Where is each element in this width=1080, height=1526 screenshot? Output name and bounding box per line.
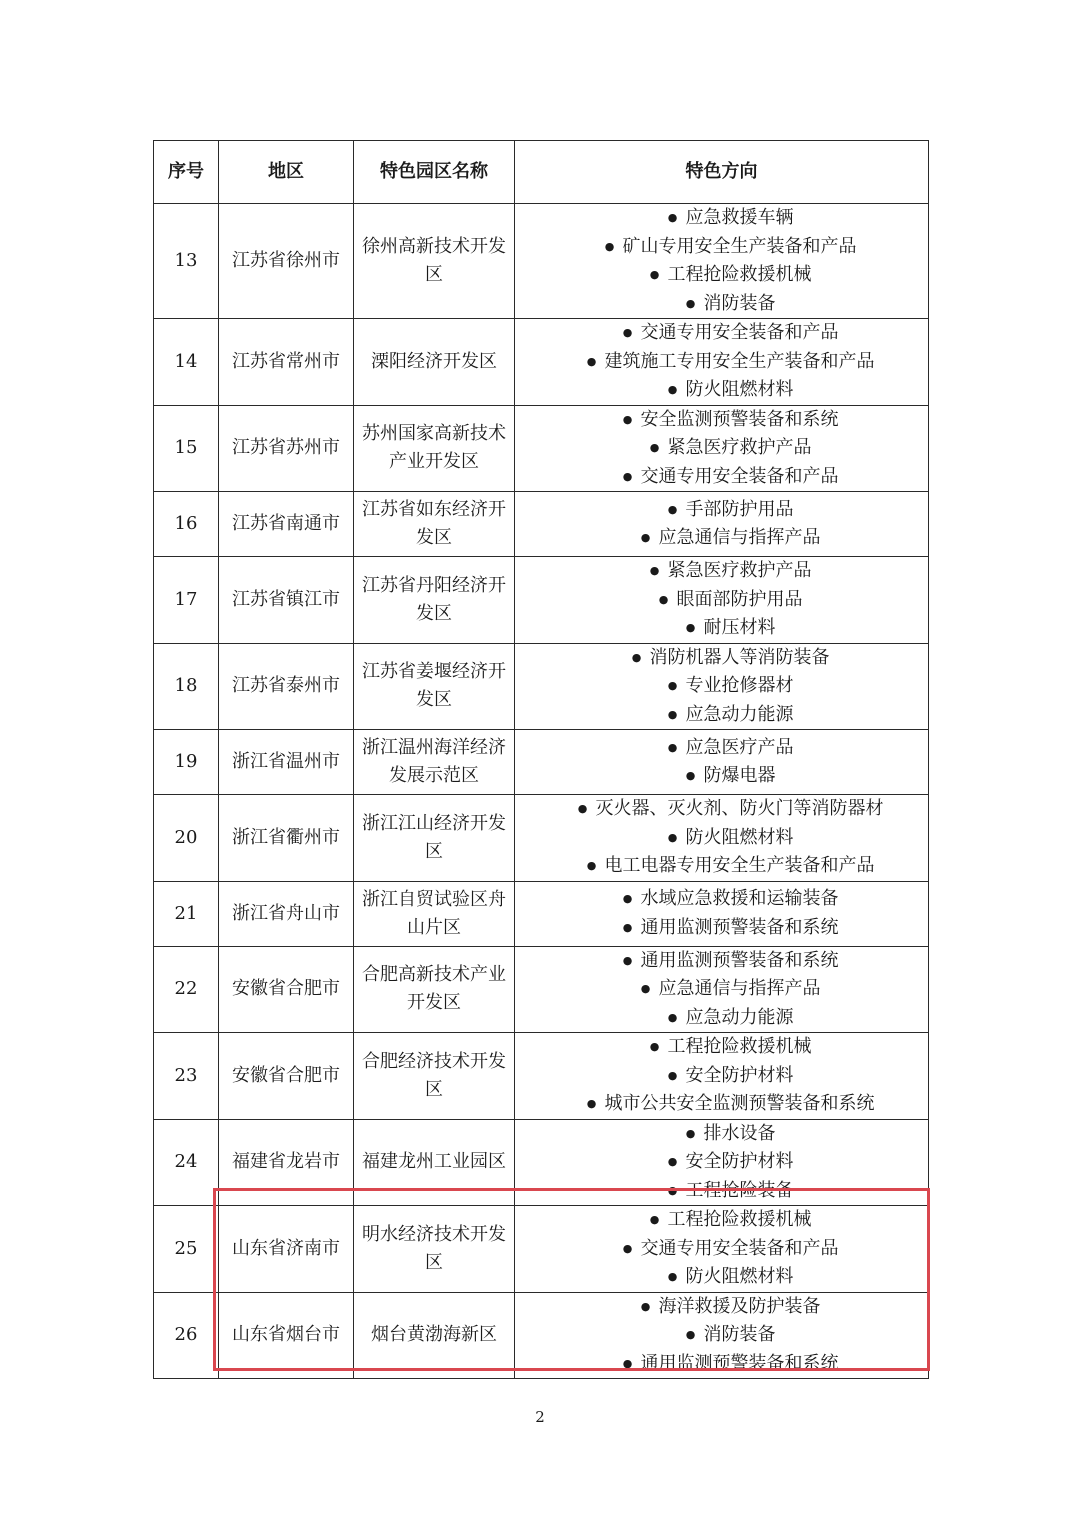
row-region: 安徽省合肥市 xyxy=(219,1033,354,1120)
row-directions xyxy=(515,1033,929,1120)
direction-list xyxy=(515,496,928,553)
header-region: 地区 xyxy=(219,141,354,204)
header-no: 序号 xyxy=(154,141,219,204)
parks-table xyxy=(153,140,929,1379)
direction-list xyxy=(515,557,928,643)
row-number: 18 xyxy=(154,643,219,730)
table-row xyxy=(154,730,929,795)
table-row xyxy=(154,492,929,557)
row-number: 25 xyxy=(154,1206,219,1293)
row-region: 安徽省合肥市 xyxy=(219,946,354,1033)
direction-item: ● 防火阻燃材料 xyxy=(525,1263,928,1292)
row-park-name: 浙江温州海洋经济发展示范区 xyxy=(354,730,515,795)
row-region: 江苏省镇江市 xyxy=(219,557,354,644)
row-park-name: 江苏省如东经济开发区 xyxy=(354,492,515,557)
row-number: 15 xyxy=(154,405,219,492)
direction-item: ● 通用监测预警装备和系统 xyxy=(525,914,928,943)
direction-item: ● 工程抢险救援机械 xyxy=(525,1206,928,1235)
row-number: 21 xyxy=(154,881,219,946)
row-directions xyxy=(515,1292,929,1379)
row-region: 福建省龙岩市 xyxy=(219,1119,354,1206)
direction-item: ● 工程抢险救援机械 xyxy=(525,1033,928,1062)
direction-item: ● 防火阻燃材料 xyxy=(525,824,928,853)
page-number: 2 xyxy=(535,1408,545,1426)
direction-item: ● 交通专用安全装备和产品 xyxy=(525,1235,928,1264)
row-number: 24 xyxy=(154,1119,219,1206)
table-body xyxy=(154,204,929,1379)
direction-list xyxy=(515,1033,928,1119)
direction-item: ● 手部防护用品 xyxy=(525,496,928,525)
table-row xyxy=(154,1119,929,1206)
row-park-name: 浙江江山经济开发区 xyxy=(354,795,515,882)
direction-item: ● 电工电器专用安全生产装备和产品 xyxy=(525,852,928,881)
direction-list xyxy=(515,947,928,1033)
row-number: 17 xyxy=(154,557,219,644)
table-row xyxy=(154,643,929,730)
direction-item: ● 城市公共安全监测预警装备和系统 xyxy=(525,1090,928,1119)
direction-item: ● 安全防护材料 xyxy=(525,1062,928,1091)
row-directions xyxy=(515,643,929,730)
direction-item: ● 眼面部防护用品 xyxy=(525,586,928,615)
direction-item: ● 消防装备 xyxy=(525,290,928,319)
row-directions xyxy=(515,405,929,492)
row-number: 14 xyxy=(154,319,219,406)
direction-item: ● 排水设备 xyxy=(525,1120,928,1149)
row-region: 山东省济南市 xyxy=(219,1206,354,1293)
row-region: 浙江省温州市 xyxy=(219,730,354,795)
direction-item: ● 消防机器人等消防装备 xyxy=(525,644,928,673)
row-region: 江苏省徐州市 xyxy=(219,204,354,319)
table-row xyxy=(154,795,929,882)
direction-item: ● 紧急医疗救护产品 xyxy=(525,557,928,586)
direction-item: ● 工程抢险装备 xyxy=(525,1177,928,1206)
row-directions xyxy=(515,204,929,319)
direction-item: ● 建筑施工专用安全生产装备和产品 xyxy=(525,348,928,377)
direction-item: ● 通用监测预警装备和系统 xyxy=(525,1350,928,1379)
direction-item: ● 工程抢险救援机械 xyxy=(525,261,928,290)
row-directions xyxy=(515,795,929,882)
direction-list xyxy=(515,1206,928,1292)
row-region: 江苏省泰州市 xyxy=(219,643,354,730)
direction-list xyxy=(515,406,928,492)
row-directions xyxy=(515,1119,929,1206)
direction-list xyxy=(515,644,928,730)
row-directions xyxy=(515,557,929,644)
table-row xyxy=(154,1292,929,1379)
header-park: 特色园区名称 xyxy=(354,141,515,204)
direction-item: ● 应急通信与指挥产品 xyxy=(525,524,928,553)
row-number: 19 xyxy=(154,730,219,795)
direction-list xyxy=(515,1120,928,1206)
direction-item: ● 防火阻燃材料 xyxy=(525,376,928,405)
row-number: 13 xyxy=(154,204,219,319)
table-row xyxy=(154,204,929,319)
table-row xyxy=(154,557,929,644)
row-region: 江苏省南通市 xyxy=(219,492,354,557)
direction-item: ● 紧急医疗救护产品 xyxy=(525,434,928,463)
table-row xyxy=(154,405,929,492)
direction-item: ● 应急通信与指挥产品 xyxy=(525,975,928,1004)
row-number: 26 xyxy=(154,1292,219,1379)
table-row xyxy=(154,1033,929,1120)
direction-item: ● 安全防护材料 xyxy=(525,1148,928,1177)
direction-item: ● 消防装备 xyxy=(525,1321,928,1350)
direction-item: ● 安全监测预警装备和系统 xyxy=(525,406,928,435)
direction-item: ● 矿山专用安全生产装备和产品 xyxy=(525,233,928,262)
table-header-row xyxy=(154,141,929,204)
row-number: 16 xyxy=(154,492,219,557)
row-directions xyxy=(515,946,929,1033)
row-number: 20 xyxy=(154,795,219,882)
direction-list xyxy=(515,319,928,405)
row-park-name: 江苏省姜堰经济开发区 xyxy=(354,643,515,730)
direction-item: ● 交通专用安全装备和产品 xyxy=(525,463,928,492)
row-park-name: 合肥高新技术产业开发区 xyxy=(354,946,515,1033)
header-direction: 特色方向 xyxy=(515,141,929,204)
row-directions xyxy=(515,1206,929,1293)
row-region: 浙江省衢州市 xyxy=(219,795,354,882)
row-park-name: 福建龙州工业园区 xyxy=(354,1119,515,1206)
table-row xyxy=(154,319,929,406)
row-park-name: 江苏省丹阳经济开发区 xyxy=(354,557,515,644)
table-row xyxy=(154,1206,929,1293)
direction-item: ● 交通专用安全装备和产品 xyxy=(525,319,928,348)
direction-item: ● 灭火器、灭火剂、防火门等消防器材 xyxy=(525,795,928,824)
direction-item: ● 应急动力能源 xyxy=(525,1004,928,1033)
row-region: 浙江省舟山市 xyxy=(219,881,354,946)
row-park-name: 合肥经济技术开发区 xyxy=(354,1033,515,1120)
direction-item: ● 应急动力能源 xyxy=(525,701,928,730)
row-park-name: 烟台黄渤海新区 xyxy=(354,1292,515,1379)
direction-item: ● 通用监测预警装备和系统 xyxy=(525,947,928,976)
direction-list xyxy=(515,1293,928,1379)
row-directions xyxy=(515,492,929,557)
row-number: 23 xyxy=(154,1033,219,1120)
direction-item: ● 海洋救援及防护装备 xyxy=(525,1293,928,1322)
direction-list xyxy=(515,795,928,881)
row-directions xyxy=(515,730,929,795)
row-park-name: 溧阳经济开发区 xyxy=(354,319,515,406)
row-park-name: 浙江自贸试验区舟山片区 xyxy=(354,881,515,946)
direction-item: ● 专业抢修器材 xyxy=(525,672,928,701)
direction-item: ● 应急救援车辆 xyxy=(525,204,928,233)
row-region: 江苏省常州市 xyxy=(219,319,354,406)
row-park-name: 明水经济技术开发区 xyxy=(354,1206,515,1293)
row-park-name: 徐州高新技术开发区 xyxy=(354,204,515,319)
direction-item: ● 水域应急救援和运输装备 xyxy=(525,885,928,914)
row-directions xyxy=(515,319,929,406)
direction-list xyxy=(515,885,928,942)
table-row xyxy=(154,881,929,946)
direction-item: ● 应急医疗产品 xyxy=(525,734,928,763)
direction-list xyxy=(515,734,928,791)
row-region: 山东省烟台市 xyxy=(219,1292,354,1379)
row-region: 江苏省苏州市 xyxy=(219,405,354,492)
row-number: 22 xyxy=(154,946,219,1033)
direction-list xyxy=(515,204,928,318)
row-directions xyxy=(515,881,929,946)
direction-item: ● 耐压材料 xyxy=(525,614,928,643)
direction-item: ● 防爆电器 xyxy=(525,762,928,791)
table-row xyxy=(154,946,929,1033)
row-park-name: 苏州国家高新技术产业开发区 xyxy=(354,405,515,492)
